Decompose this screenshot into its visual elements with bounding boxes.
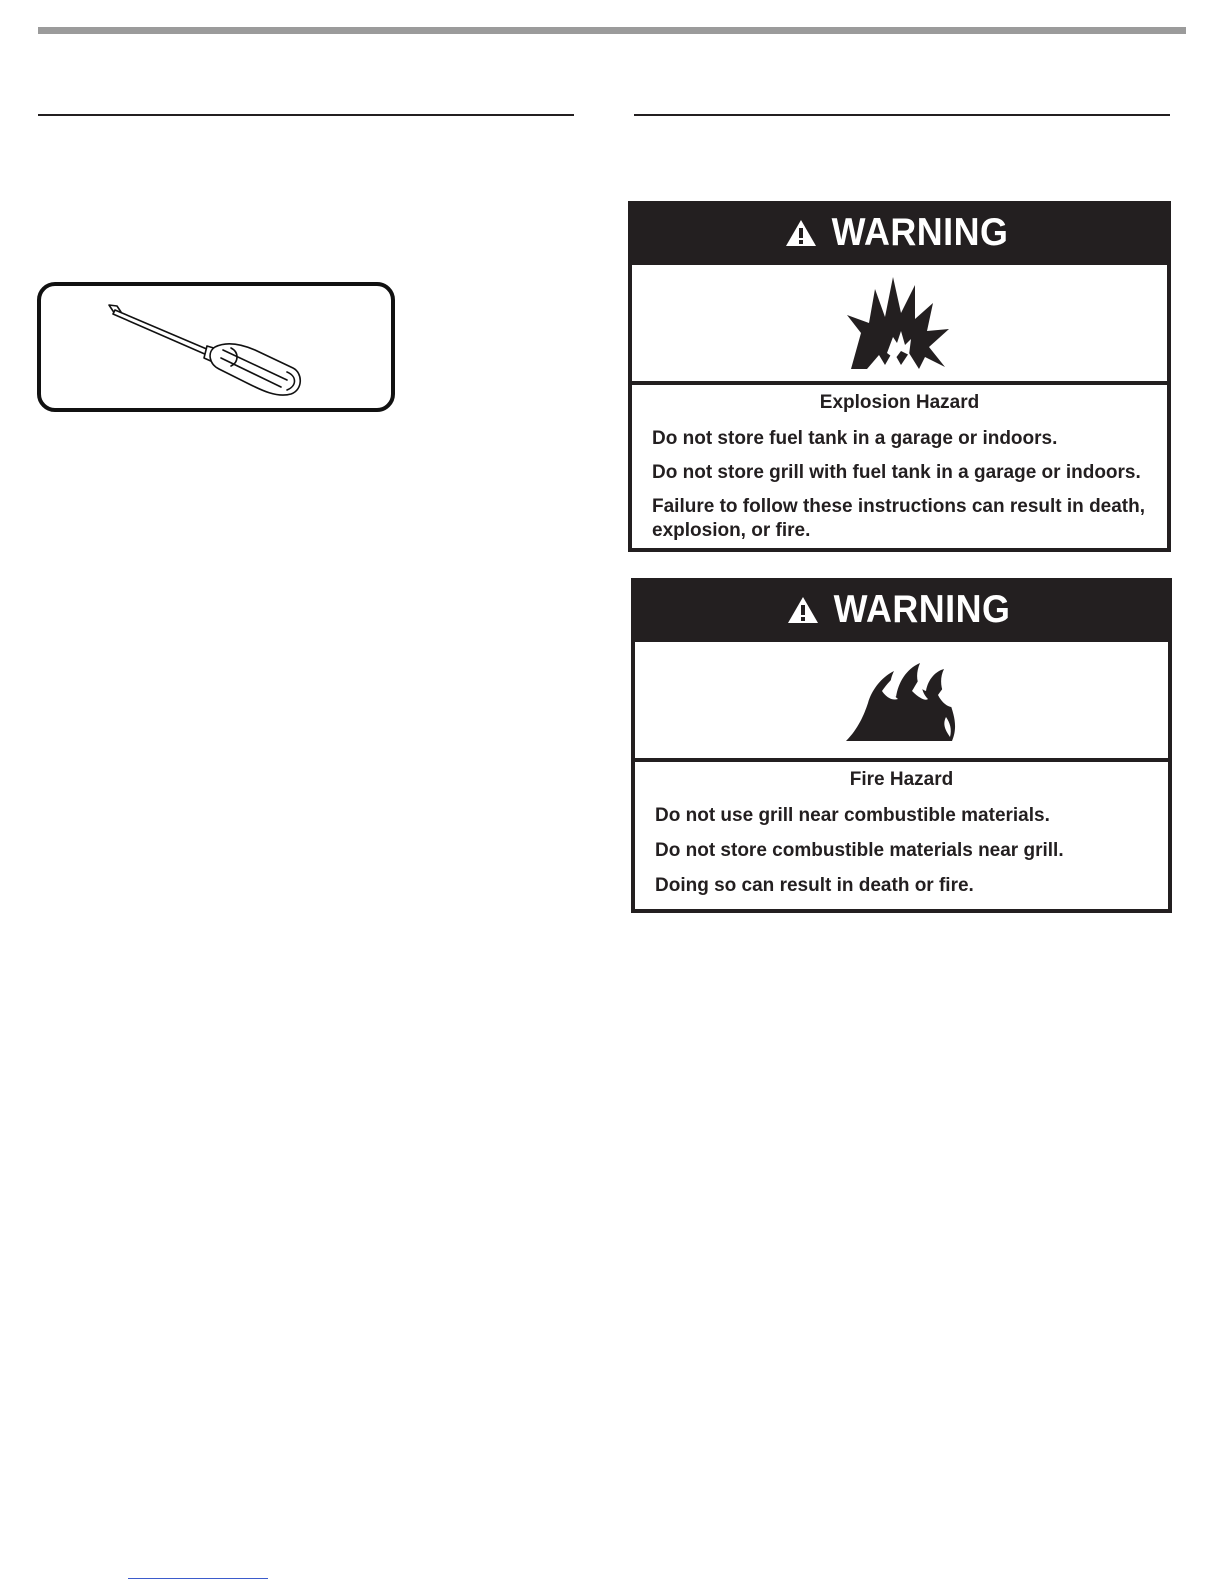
- warning-line: Do not store fuel tank in a garage or indoors.: [652, 428, 1058, 449]
- top-rule: [38, 27, 1186, 34]
- alert-triangle-icon: [784, 218, 818, 248]
- fire-icon: [842, 655, 962, 745]
- hazard-title: Fire Hazard: [849, 769, 954, 790]
- warning-line: Failure to follow these instructions can result in death, explosion, or fire.: [652, 496, 1146, 541]
- warning-header: [632, 205, 1167, 265]
- right-section-rule: [634, 114, 1170, 116]
- explosion-warning-box: [628, 201, 1171, 552]
- warning-title: WARNING: [833, 588, 1010, 631]
- warning-line: Do not use grill near combustible materials.: [655, 805, 1050, 826]
- hazard-title: Explosion Hazard: [819, 392, 980, 413]
- warning-header: [635, 582, 1168, 642]
- warning-line: Doing so can result in death or fire.: [655, 875, 974, 896]
- warning-body: [635, 762, 1168, 898]
- footer-link-underline[interactable]: [128, 1578, 268, 1579]
- warning-line: Do not store combustible materials near grill.: [655, 840, 1064, 861]
- tool-illustration-box: [37, 282, 395, 412]
- screwdriver-icon: [41, 286, 399, 416]
- fire-warning-box: [631, 578, 1172, 913]
- warning-body: [632, 385, 1167, 543]
- left-section-rule: [38, 114, 574, 116]
- explosion-icon-panel: [632, 265, 1167, 385]
- fire-icon-panel: [635, 642, 1168, 762]
- alert-triangle-icon: [786, 595, 820, 625]
- warning-title: WARNING: [831, 211, 1008, 254]
- explosion-icon: [845, 273, 955, 373]
- warning-line: Do not store grill with fuel tank in a garage or indoors.: [652, 462, 1141, 483]
